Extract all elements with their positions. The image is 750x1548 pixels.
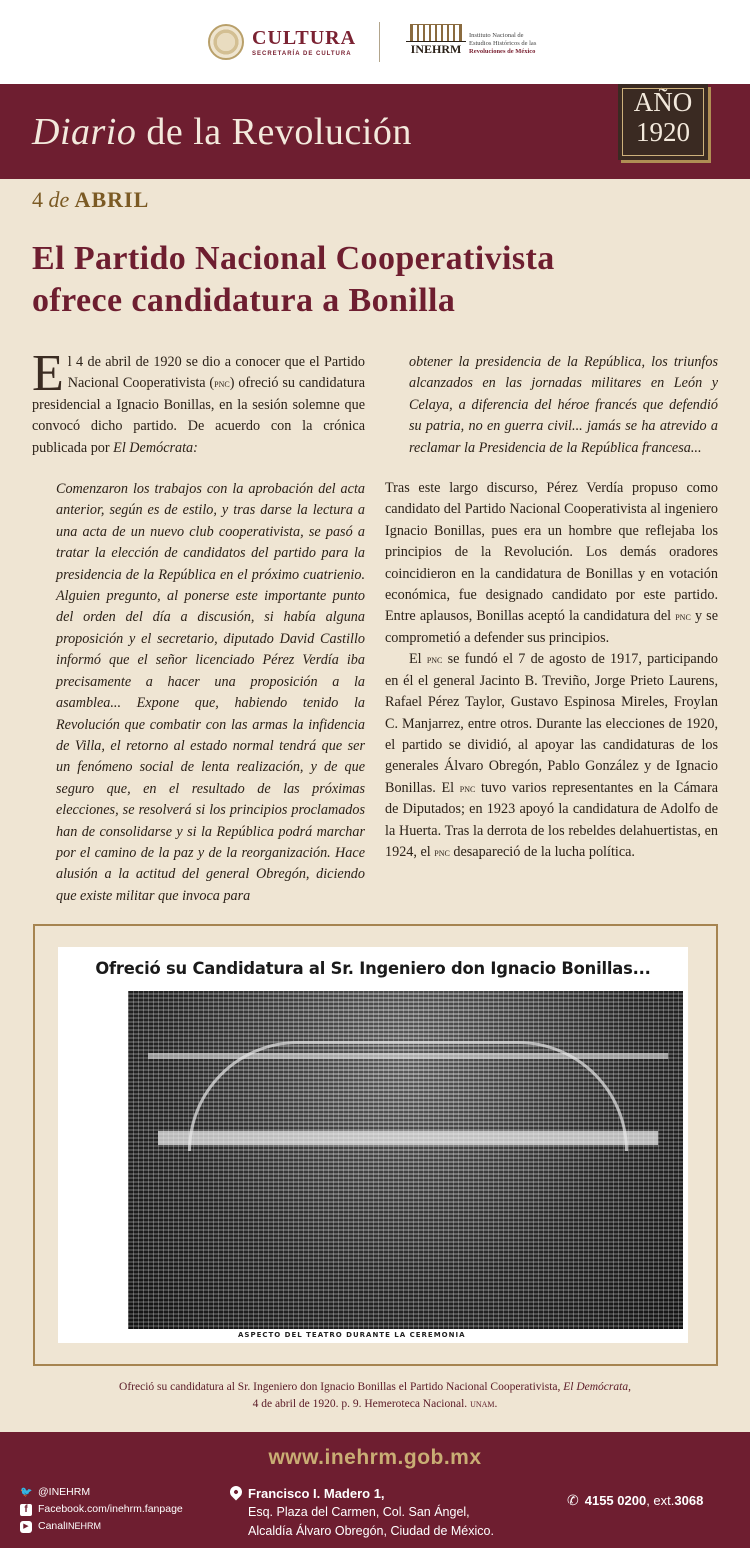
quote-left: Comenzaron los trabajos con la aprobación del acta anterior, según es de estilo, y tras darse la lectura a una acta de un nuevo club cooperativista, se pasó a tratar la elección de candidatos del partido para la presidencia de la República en el próximo cuatrienio. Alguien pregunto, al ponerse este importante punto del orden del día a discusión, si había alguna proposición y el secretario, diputado David Castillo informó que el señor licenciado Pérez Verdía iba precisamente a hacer una proposición a la asamblea... Expone que, habiendo tenido la Revolución que combatir con las armas la infidencia de Villa, el retorno al estado normal tendrá que ser un fenómeno social de lenta realización, y de que seguro que, en el resultado de las próximas elecciones, se resolverá si los principios proclamados han de consolidarse y si la República podrá marchar por el camino de la paz y de la reorganización. Hace alusión a la actitud del general Obregón, diciendo que existe militar que invoca para	[56, 481, 365, 904]
caption-source: El Demócrata	[563, 1381, 629, 1393]
footer	[0, 1432, 750, 1548]
logo-divider	[379, 22, 380, 62]
year-badge	[618, 84, 708, 160]
twitter-icon: 🐦	[20, 1486, 33, 1498]
newspaper-clipping	[58, 947, 688, 1343]
inehrm-word: INEHRM	[406, 41, 466, 56]
publication-title	[32, 110, 412, 154]
photo-caption: Ofreció su candidatura al Sr. Ingeniero don Ignacio Bonillas el Partido Nacional Cooperativista, El Demócrata, 4 de abril de 1920. p. 9. Hemeroteca Nacional. unam.	[119, 1381, 631, 1410]
address	[248, 1484, 494, 1541]
twitter-link[interactable]: 🐦 @INEHRM	[20, 1486, 91, 1498]
date-day: 4	[32, 187, 49, 212]
address-line-1: Francisco I. Madero 1,	[248, 1486, 385, 1501]
year-label: AÑO	[633, 87, 693, 117]
article-headline: El Partido Nacional Cooperativista ofrece candidatura a Bonilla	[32, 240, 555, 319]
clipping-subcaption: ASPECTO DEL TEATRO DURANTE LA CEREMONIA	[238, 1331, 466, 1339]
title-italic: Diario	[32, 111, 137, 153]
phone-icon: ✆	[567, 1492, 579, 1508]
article-column-left	[32, 345, 365, 907]
year-value: 1920	[636, 117, 690, 147]
coat-of-arms-icon	[208, 24, 244, 60]
facebook-link[interactable]: f Facebook.com/inehrm.fanpage	[20, 1501, 183, 1518]
date-month: ABRIL	[69, 187, 150, 212]
website-link[interactable]: www.inehrm.gob.mx	[268, 1446, 482, 1469]
clipping-headline: Ofreció su Candidatura al Sr. Ingeniero don Ignacio Bonillas...	[95, 959, 651, 979]
quote-right: obtener la presidencia de la República, los triunfos alcanzados en las jornadas militares en León y Celaya, a diferencia del héroe francés que defendió su patria, no en guerra civil... jamás se ha atrevido a reclamar la Presidencia de la República francesa...	[409, 354, 718, 456]
logo-bar	[0, 0, 750, 84]
phone[interactable]: ✆ 4155 0200 , ext. 3068	[567, 1492, 704, 1508]
cultura-subtitle: SECRETARÍA DE CULTURA	[252, 50, 352, 57]
inehrm-line-1: Instituto Nacional de	[469, 32, 524, 39]
location-pin-icon	[228, 1484, 245, 1501]
article-date	[32, 187, 149, 213]
youtube-link[interactable]: ▶ Canal INEHRM	[20, 1518, 183, 1535]
theater-photo	[128, 991, 683, 1329]
drop-cap: E	[32, 345, 64, 402]
article-intro: El 4 de abril de 1920 se dio a conocer que el Partido Nacional Cooperativista (pnc) ofreció su candidatura presidencial a Ignacio Bonillas, en la sesión solemne que convocó dicho partido. De acuerdo con la crónica publicada por El Demócrata:	[32, 345, 365, 456]
article-column-right	[385, 352, 718, 863]
inehrm-line-3: Revoluciones de México	[469, 48, 536, 55]
inehrm-line-2: Estudios Históricos de las	[469, 40, 537, 47]
youtube-icon: ▶	[20, 1521, 32, 1533]
address-line-3: Alcaldía Álvaro Obregón, Ciudad de México.	[248, 1524, 494, 1538]
intro-source: El Demócrata:	[113, 439, 198, 456]
cultura-name: CULTURA	[252, 26, 357, 49]
date-de: de	[48, 187, 70, 212]
inehrm-building-icon	[406, 24, 466, 56]
address-line-2: Esq. Plaza del Carmen, Col. San Ángel,	[248, 1505, 470, 1519]
social-links	[20, 1484, 183, 1535]
inehrm-logo	[406, 24, 536, 56]
paragraph-2: El pnc se fundó el 7 de agosto de 1917, participando en él el general Jacinto B. Treviño, Jorge Prieto Laurens, Rafael Pérez Taylor, Gustavo Espinosa Mireles, Froylan C. Manjarrez, entre otros. Durante las elecciones de 1920, el partido se dividió, al apoyar las candidaturas de los generales Álvaro Obregón, Pablo González y de Ignacio Bonillas. El pnc tuvo varios representantes en la Cámara de Diputados; en 1923 apoyó la candidatura de Adolfo de la Huerta. Tras la derrota de los rebeldes delahuertistas, en 1924, el pnc desapareció de la lucha política.	[385, 651, 719, 860]
title-rest: de la Revolución	[136, 111, 412, 153]
paragraph-1: Tras este largo discurso, Pérez Verdía propuso como candidato del Partido Nacional Cooperativista al ingeniero Ignacio Bonillas, pues era un hombre que reflejaba los principios de la Revolución. Los demás oradores coincidieron en la candidatura de Bonillas y en votación económica, fue designado candidato por este partido. Entre aplausos, Bonillas aceptó la candidatura del pnc y se comprometió a defender sus principios.	[385, 480, 719, 646]
cultura-logo	[208, 22, 356, 62]
facebook-icon: f	[20, 1504, 32, 1516]
